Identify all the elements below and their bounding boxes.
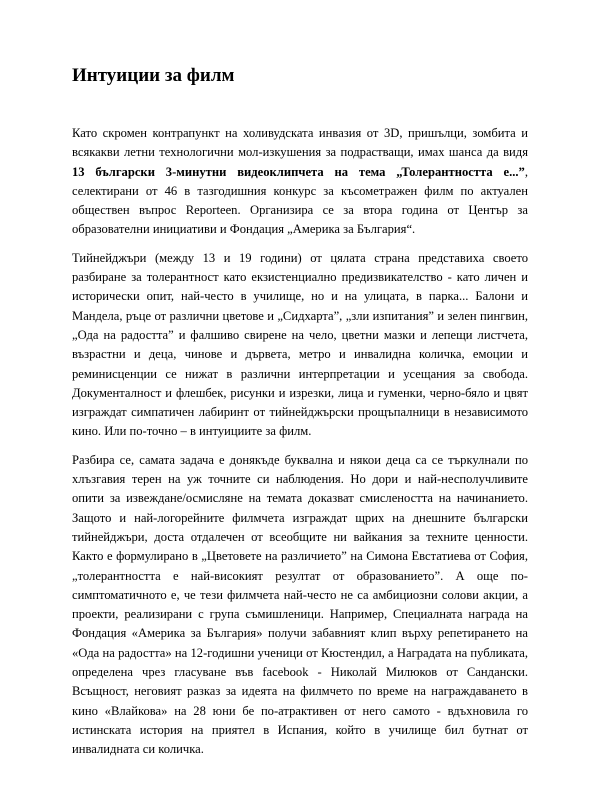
paragraph-1 <box>72 124 528 240</box>
document-body <box>72 124 528 769</box>
paragraph-1-rest: , селектирани от 46 в тазгодишния конкурс за късометражен филм по актуален обществен въпрос Reporteen. Организира се за втора година от Център за образователни инициативи и Фондация „Америка за България“. <box>72 164 528 237</box>
paragraph-1-lead: Като скромен контрапункт на холивудската инвазия от 3D, пришълци, зомбита и всякакви летни технологични мол-изкушения за подрастващи, имах шанса да видя <box>72 126 528 160</box>
paragraph-1-highlight: 13 български 3-минутни видеоклипчета на тема „Толерантността е...” <box>72 164 525 179</box>
paragraph-2: Тийнейджъри (между 13 и 19 години) от цялата страна представиха своето разбиране за толерантност като екзистенциално предизвикателство - като личен и исторически опит, най-често в училище, но и на улицата, в парка... Балони и Мандела, ръце от различни цветове и „Сидхарта”, „зли изпитания” и зелен пингвин, „Ода на радостта” и фалшиво свирене на чело, цветни мазки и лепещи листчета, възрастни и деца, чинове и дървета, метро и инвалидна количка, емоции и реминисценции се нижат в различни интерпретации и усещания за свобода. Документалност и флешбек, рисунки и изрезки, лица и гуменки, черно-бяло и цвят изграждат симпатичен лабиринт от тийнейджърски прощъпалници в независимото кино. Или по-точно – в интуициите за филм. <box>72 250 528 439</box>
paragraph-3: Разбира се, самата задача е донякъде буквална и някои деца са се търкулнали по хлъзгавия терен на уж точните си наблюдения. Но дори и най-несполучливите опити за извеждане/осмисляне на темата доказват смислеността на начинанието. Защото и най-логорейните филмчета изграждат щрих на днешните български тийнейджъри, доста отдалечен от всеобщите ни вайкания за техните ценности. Както е формулирано в „Цветовете на различието” на Симона Евстатиева от София, „толерантността е най-високият резултат от образованието”. А още по-симптоматичното е, че тези филмчета най-често не са амбициозни солови акции, а проекти, реализирани с група съмишленици. Например, Специалната награда на Фондация «Америка за България» получи забавният клип върху репетирането на «Ода на радостта» на 12-годишни ученици от Кюстендил, а Наградата на публиката, определена чрез гласуване във facebook - Николай Милюков от Сандански. Всъщност, неговият разказ за идеята на филмчето по време на награждаването в кино «Влайкова» на 28 юни бе по-атрактивен от него самото - вдъхновила го истинската история на приятел в Испания, който в училище бил бутнат от инвалидната си количка. <box>72 452 528 757</box>
document-title: Интуиции за филм <box>72 65 235 86</box>
